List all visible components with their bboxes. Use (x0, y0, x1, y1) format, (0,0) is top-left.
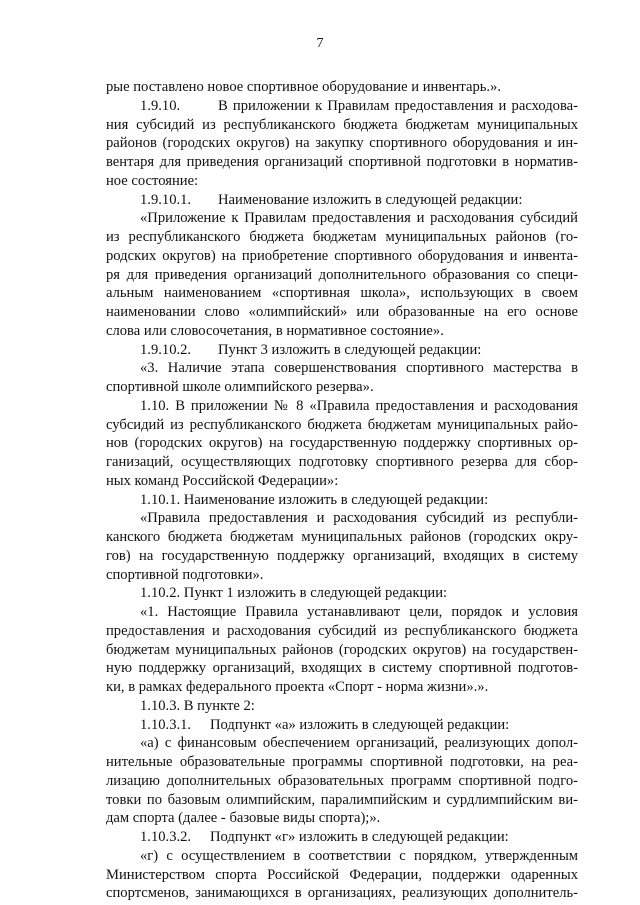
line-text: гов) на государственную поддержку организаций, входящих в систему (106, 547, 578, 564)
line-text: товки по базовым олимпийским, паралимпийским и сурдлимпийским ви- (106, 791, 578, 808)
line-text: ря для приведения организаций дополнительного образования со специ- (106, 266, 578, 283)
text-line (106, 772, 578, 791)
line-text: районов (городских округов) на закупку спортивного оборудования и ин- (106, 135, 578, 152)
line-text: нов (городских округов) на государственную поддержку спортивных ор- (106, 435, 578, 452)
text-line (106, 716, 578, 735)
page-number: 7 (316, 36, 324, 51)
text-line (106, 584, 578, 603)
line-text: В приложении к Правилам предоставления и расходова- (218, 97, 578, 114)
line-text: субсидий из республиканского бюджета бюджетам муниципальных райо- (106, 416, 578, 433)
line-text: альным наименованием «спортивная школа», использующих в своем (106, 285, 578, 302)
line-text: дам спорта (далее - базовые виды спорта);». (106, 810, 381, 827)
text-line (106, 753, 578, 772)
document-body (106, 78, 578, 903)
line-text: спортсменов, занимающихся в организациях, реализующих дополнитель- (106, 885, 578, 902)
line-text: 1.10.2. Пункт 1 изложить в следующей редакции: (140, 585, 448, 602)
line-text: 1.10. В приложении № 8 «Правила предоставления и расходования (140, 397, 578, 414)
text-line (106, 416, 578, 435)
line-text: ния субсидий из республиканского бюджета бюджетам муниципальных (106, 116, 578, 133)
line-text: Наименование изложить в следующей редакции: (218, 191, 523, 208)
line-text: наименовании слово «олимпийский» или образованные на его основе (106, 304, 578, 320)
line-text: лизацию дополнительных образовательных программ спортивной подго- (106, 772, 578, 789)
clause-number: 1.9.10. (140, 97, 181, 114)
text-line (106, 247, 578, 266)
line-text: предоставления и расходования субсидий из республиканского бюджета (106, 622, 578, 639)
line-text: 1.10.3. В пункте 2: (140, 697, 255, 714)
text-line (106, 678, 578, 697)
text-line (106, 97, 578, 116)
line-text: ное состояние: (106, 172, 199, 189)
text-line (106, 622, 578, 641)
line-text: «Приложение к Правилам предоставления и расходования субсидий (140, 210, 578, 227)
text-line (106, 228, 578, 247)
text-line (106, 603, 578, 622)
line-text: спортивной школе олимпийского резерва». (106, 379, 374, 395)
line-text: «1. Настоящие Правила устанавливают цели, порядок и условия (140, 604, 578, 620)
text-line (106, 828, 578, 847)
text-line (106, 884, 578, 903)
text-line (106, 641, 578, 660)
line-text: Министерством спорта Российской Федерации, поддержки одаренных (106, 866, 578, 883)
text-line (106, 116, 578, 135)
clause-number: 1.10.3.2. (140, 829, 192, 845)
text-line (106, 434, 578, 453)
line-text: бюджетам муниципальных районов (городских округов) на государствен- (106, 641, 578, 658)
line-text: канского бюджета бюджетам муниципальных районов (городских окру- (106, 529, 578, 545)
line-text: спортивной подготовки». (106, 566, 264, 583)
text-line (106, 866, 578, 885)
text-line (106, 734, 578, 753)
line-text: Пункт 3 изложить в следующей редакции: (218, 341, 482, 358)
text-line (106, 284, 578, 303)
text-line (106, 697, 578, 716)
text-line (106, 809, 578, 828)
text-line (106, 509, 578, 528)
line-text: «3. Наличие этапа совершенствования спортивного мастерства в (140, 360, 578, 377)
text-line (106, 491, 578, 510)
text-line (106, 341, 578, 360)
line-text: «Правила предоставления и расходования субсидий из республи- (140, 510, 578, 527)
text-line (106, 847, 578, 866)
line-text: Подпункт «г» изложить в следующей редакции: (210, 829, 509, 845)
text-line (106, 78, 578, 97)
line-text: 1.10.1. Наименование изложить в следующей редакции: (140, 491, 489, 508)
line-text: нительные образовательные программы спортивной подготовки, на реа- (106, 754, 578, 770)
line-text: ганизаций, осуществляющих подготовку спортивного резерва для сбор- (106, 454, 578, 470)
line-text: из республиканского бюджета бюджетам муниципальных районов (го- (106, 229, 578, 245)
line-text: «г) с осуществлением в соответствии с порядком, утвержденным (140, 847, 578, 864)
line-text: слова или словосочетания, в нормативное состояние». (106, 322, 444, 339)
line-text: ки, в рамках федерального проекта «Спорт - норма жизни».». (106, 679, 489, 695)
text-line (106, 266, 578, 285)
text-line (106, 378, 578, 397)
text-line (106, 359, 578, 378)
line-text: ных команд Российской Федерации»: (106, 472, 339, 489)
text-line (106, 659, 578, 678)
text-line (106, 322, 578, 341)
line-text: Подпункт «а» изложить в следующей редакции: (210, 716, 510, 733)
text-line (106, 528, 578, 547)
text-line (106, 172, 578, 191)
text-line (106, 547, 578, 566)
clause-number: 1.9.10.1. (140, 191, 192, 208)
text-line (106, 134, 578, 153)
text-line (106, 453, 578, 472)
text-line (106, 472, 578, 491)
text-line (106, 153, 578, 172)
line-text: ную поддержку организаций, входящих в систему спортивной подготов- (106, 660, 578, 677)
line-text: «а) с финансовым обеспечением организаций, реализующих допол- (140, 735, 578, 752)
text-line (106, 566, 578, 585)
text-line (106, 209, 578, 228)
line-text: рые поставлено новое спортивное оборудование и инвентарь.». (106, 79, 501, 95)
clause-number: 1.9.10.2. (140, 341, 192, 358)
text-line (106, 191, 578, 210)
line-text: вентаря для приведения организаций спортивной подготовки в норматив- (106, 154, 578, 170)
line-text: родских округов) на приобретение спортивного оборудования и инвента- (106, 247, 578, 264)
text-line (106, 397, 578, 416)
text-line (106, 791, 578, 810)
clause-number: 1.10.3.1. (140, 716, 192, 733)
text-line (106, 303, 578, 322)
